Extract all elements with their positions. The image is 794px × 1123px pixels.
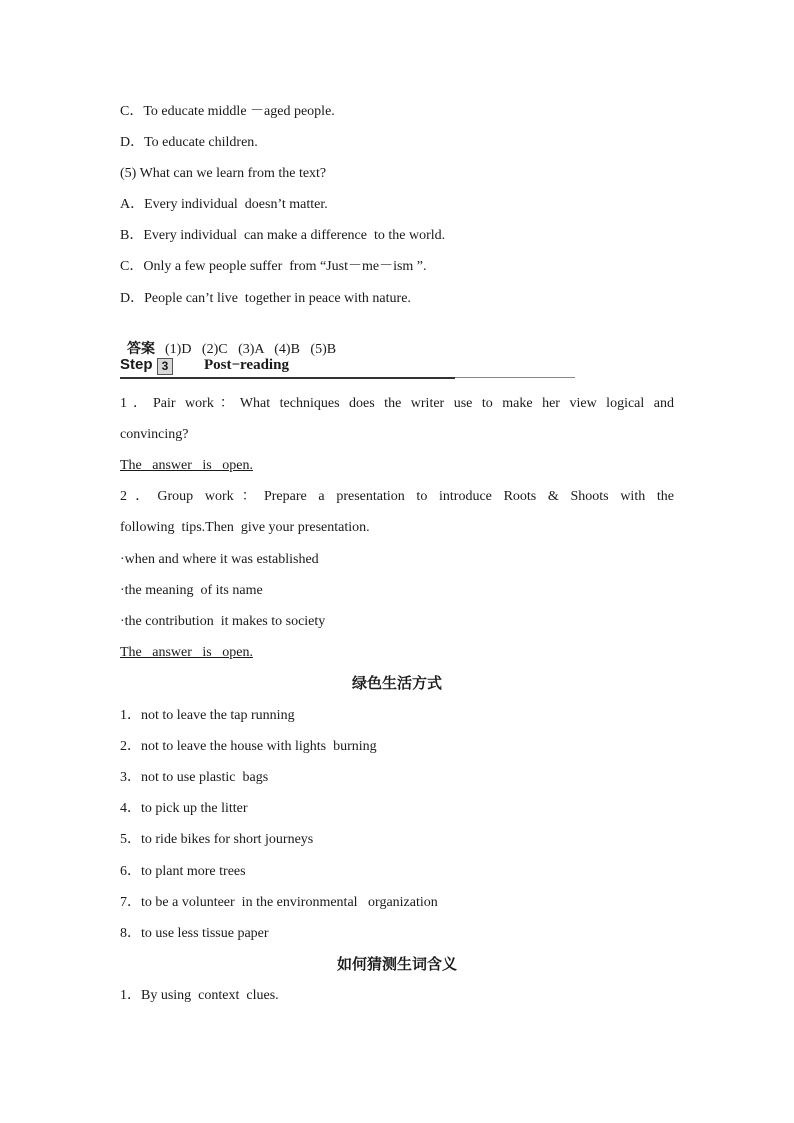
- green-life-item: 2．not to leave the house with lights burning: [120, 739, 377, 754]
- step-underline-thick: [120, 377, 455, 379]
- green-life-item: 6．to plant more trees: [120, 864, 246, 879]
- tip-item: ·the contribution it makes to society: [120, 614, 326, 629]
- post-reading-q1: 1．Pair work：What techniques does the writer use to make her view logical and: [120, 396, 674, 411]
- answer-key: [120, 320, 336, 360]
- green-life-item: 3．not to use plastic bags: [120, 770, 269, 785]
- post-reading-q2: 2．Group work：Prepare a presentation to introduce Roots & Shoots with the: [120, 489, 674, 504]
- post-reading-q1-cont: convincing?: [120, 427, 189, 442]
- step-number-badge: 3: [157, 358, 173, 375]
- question-5-option-c: C．Only a few people suffer from “Just－me－ism ”.: [120, 259, 427, 274]
- question-5-option-b: B．Every individual can make a difference to the world.: [120, 228, 446, 243]
- step-header: [120, 356, 575, 380]
- step-word: Step: [120, 356, 153, 373]
- green-life-item: 8．to use less tissue paper: [120, 926, 269, 941]
- question-5-stem: (5) What can we learn from the text?: [120, 166, 327, 181]
- tip-item: ·the meaning of its name: [120, 583, 263, 598]
- guess-words-item: 1．By using context clues.: [120, 988, 279, 1003]
- green-life-heading: 绿色生活方式: [351, 676, 442, 692]
- question-5-option-d: D．People can’t live together in peace with nature.: [120, 291, 411, 306]
- post-reading-q2-cont: following tips.Then give your presentation.: [120, 520, 370, 535]
- guess-words-heading: 如何猜测生词含义: [336, 957, 457, 973]
- green-life-item: 4．to pick up the litter: [120, 801, 248, 816]
- step-underline-thin: [455, 377, 575, 378]
- answer-key-values: (1)D (2)C (3)A (4)B (5)B: [165, 342, 337, 357]
- green-life-item: 5．to ride bikes for short journeys: [120, 832, 314, 847]
- green-life-item: 1．not to leave the tap running: [120, 708, 295, 723]
- option-d: D．To educate children.: [120, 135, 258, 150]
- option-c: C．To educate middle －aged people.: [120, 104, 335, 119]
- post-reading-q2-answer: The answer is open.: [120, 645, 253, 660]
- tip-item: ·when and where it was established: [120, 552, 319, 567]
- green-life-item: 7．to be a volunteer in the environmental organization: [120, 895, 438, 910]
- question-5-option-a: A．Every individual doesn’t matter.: [120, 197, 328, 212]
- answer-key-label: 答案: [127, 342, 155, 357]
- post-reading-q1-answer: The answer is open.: [120, 458, 253, 473]
- step-title: Post−reading: [204, 357, 289, 373]
